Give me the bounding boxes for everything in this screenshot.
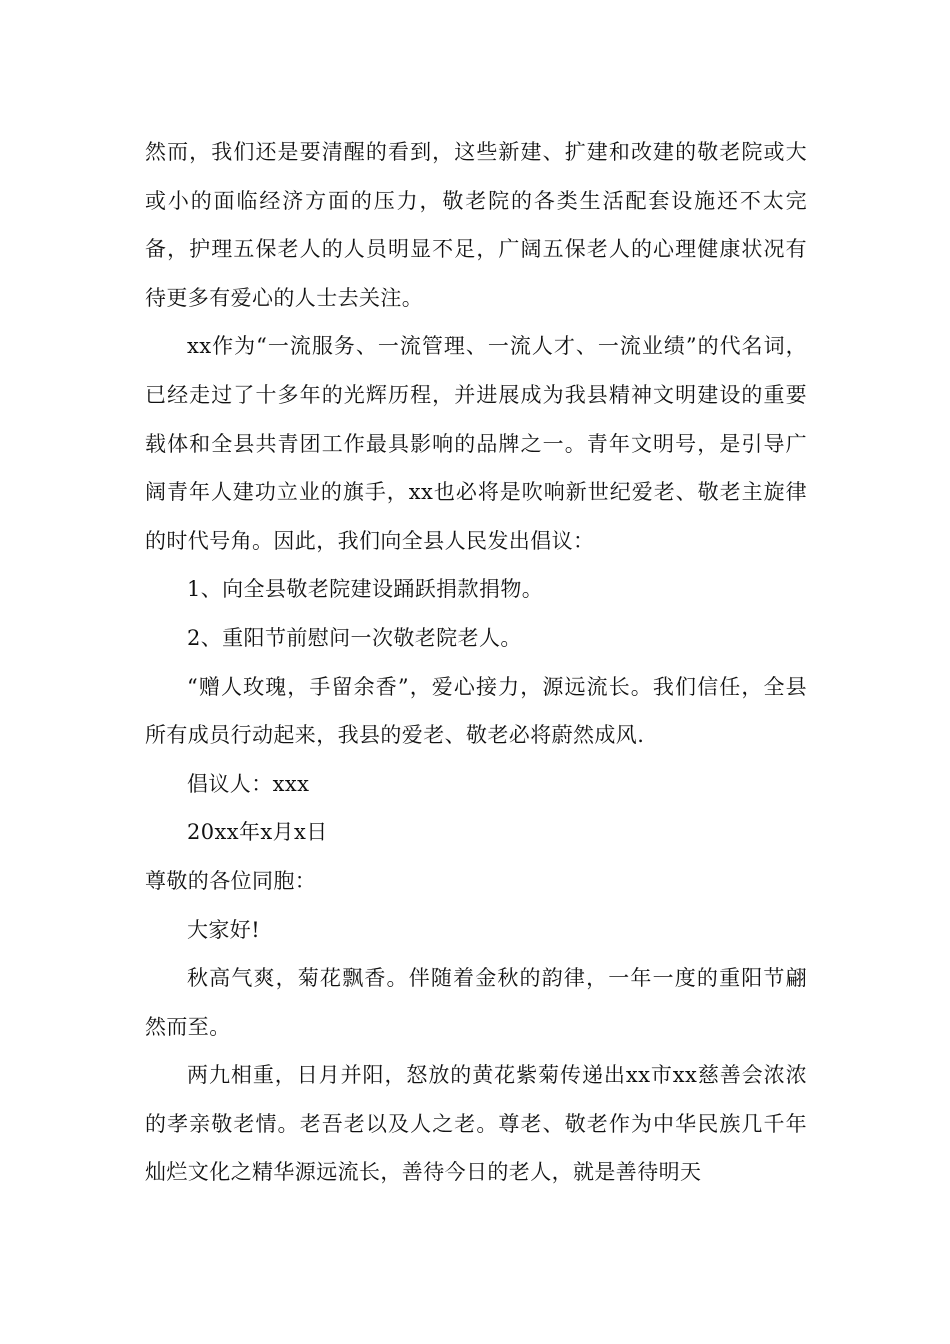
signature-proposer: 倡议人：xxx [187,771,310,796]
paragraph-pressure: 然而，我们还是要清醒的看到，这些新建、扩建和改建的敬老院或大或小的面临经济方面的压力，敬老院的各类生活配套设施还不太完备，护理五保老人的人员明显不足，广阔五保老人的心理健康状况有待更多有爱心的人士去关注。 [145,140,807,310]
document-body [145,128,807,1197]
signature-date: 20xx年x月x日 [187,820,328,845]
greeting: 大家好! [187,917,261,942]
list-item-visit: 2、重阳节前慰问一次敬老院老人。 [187,625,522,650]
paragraph-autumn: 秋高气爽，菊花飘香。伴随着金秋的韵律，一年一度的重阳节翩然而至。 [145,966,807,1039]
list-item-donate: 1、向全县敬老院建设踊跃捐款捐物。 [187,577,544,602]
salutation: 尊敬的各位同胞： [145,868,317,893]
paragraph-double-ninth: 两九相重，日月并阳，怒放的黄花紫菊传递出xx市xx慈善会浓浓的孝亲敬老情。老吾老以及人之老。尊老、敬老作为中华民族几千年灿烂文化之精华源远流长，善待今日的老人，就是善待明天 [145,1063,807,1185]
paragraph-youth-civilization: xx作为“一流服务、一流管理、一流人才、一流业绩”的代名词，已经走过了十多年的光辉历程，并进展成为我县精神文明建设的重要载体和全县共青团工作最具影响的品牌之一。青年文明号，是引导广阔青年人建功立业的旗手，xx也必将是吹响新世纪爱老、敬老主旋律的时代号角。因此，我们向全县人民发出倡议： [145,334,807,553]
paragraph-call-to-action: “赠人玫瑰，手留余香”，爱心接力，源远流长。我们信任，全县所有成员行动起来，我县的爱老、敬老必将蔚然成风. [145,674,807,748]
